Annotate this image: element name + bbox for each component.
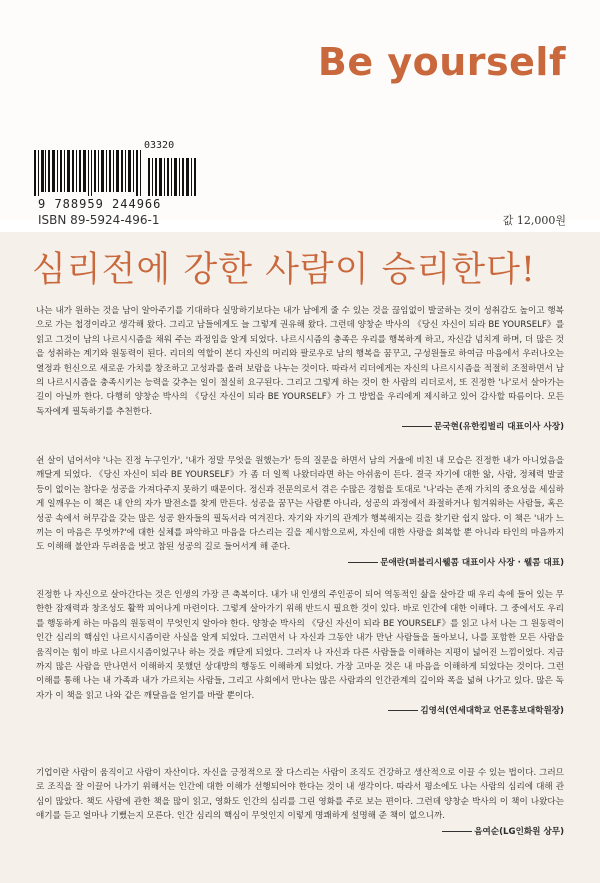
review-3 — [36, 588, 564, 719]
barcode-addon-number: 03320 — [144, 140, 175, 151]
review-text: 기업이란 사람이 움직이고 사람이 자산이다. 자신을 긍정적으로 잘 다스리는 사람이 조직도 건강하고 생산적으로 이끌 수 있는 법이다. 그러므로 조직을 잘 이끌어 나가기 위해서는 인간에 대한 이해가 선행되어야 한다는 것이 내 생각이다. 따라서 평소에도 나는 사람의 심리에 대해 관심이 많았다. 책도 사람에 관한 책을 많이 읽고, 영화도 인간의 심리를 그린 영화를 주로 보는 편이다. 그런데 양창순 박사의 이 책이 나왔다는 얘기를 듣고 얼마나 기뻤는지 모른다. 인간 심리의 핵심이 무엇인지 이렇게 명쾌하게 설명해 준 책이 없으니까. — [36, 768, 564, 822]
headline: 심리전에 강한 사람이 승리한다! — [32, 250, 536, 290]
brand-title: Be yourself — [317, 40, 566, 84]
review-text: 쉰 살이 넘어서야 '나는 진정 누구인가', '내가 정말 무엇을 원했는가' 등의 질문을 하면서 남의 거울에 비친 내 모습은 진정한 내가 아니었음을 깨달게 되었다. 《당신 자신이 되라 BE YOURSELF》가 좀 더 일찍 나왔더라면 하는 아쉬움이 든다. 결국 자기에 대한 앎, 사람, 정체력 발굴 등이 없이는 참다운 성공을 가져다주지 못하기 때문이다. 정신과 전문의로서 겪은 수많은 경험을 토대로 '나'라는 존재 가치의 중요성을 세심하게 일깨우는 이 책은 내 안의 자가 발전소를 찾게 만든다. 성공을 꿈꾸는 사람뿐 아니라, 성공의 과정에서 좌절하거나 힘겨워하는 사람들, 혹은 성공 속에서 허무감을 갖는 많은 성공 환자들의 필독서라 여겨진다. 자기와 자기의 관계가 행복해지는 길을 찾기란 쉽지 않다. 이 책은 '내가 느끼는 이 마음은 무엇까?'에 대한 실체를 파악하고 마음을 다스리는 길을 제시함으로써, 자신에 대한 사랑을 회복할 뿐 아니라 타인의 마음까지도 이해해 불안과 두려움을 벗고 참된 성공의 길로 들어서게 해 준다. — [36, 456, 564, 553]
barcode — [32, 150, 202, 196]
review-text: 진정한 나 자신으로 살아간다는 것은 인생의 가장 큰 축복이다. 내가 내 인생의 주인공이 되어 역동적인 삶을 살아갈 때 우리 속에 들어 있는 무한한 잠재력과 창조성도 활짝 피어나게 마련이다. 그렇게 살아가기 위해 반드시 필요한 것이 있다. 바로 인간에 대한 이해다. 그 중에서도 우리를 행동하게 하는 마음의 원동력이 무엇인지 알아야 한다. 양창순 박사의 《당신 자신이 되라 BE YOURSELF》를 읽고 나서 나는 그 원동력이 인간 심리의 핵심인 나르시시즘이란 사실을 알게 되었다. 그러면서 나 자신과 그동안 내가 만난 사람들을 돌아보니, 나를 포함한 모든 사람을 움직이는 힘이 바로 나르시시즘이었구나 하는 것을 깨닫게 되었다. 그러자 나 자신과 다른 사람들을 이해하는 지평이 넓어진 느낌이었다. 지금까지 많은 사람을 만나면서 이해하지 못했던 상대방의 행동도 이해하게 되었다. 가장 고마운 것은 내 마음을 이해하게 되었다는 것이다. 그런 이해를 통해 나는 내 가족과 내가 가르치는 사람들, 그리고 사회에서 만나는 많은 사람과의 인간관계의 깊이와 폭을 넓혀 나가고 있다. 많은 독자가 이 책을 읽고 나와 같은 깨달음을 얻기를 바랄 뿐이다. — [36, 590, 564, 701]
review-signature: 김영석(연세대학교 언론홍보대학원장) — [36, 704, 564, 718]
review-signature: 문국현(유한킴벌리 대표이사 사장) — [36, 420, 564, 434]
review-2 — [36, 454, 564, 570]
isbn-text: ISBN 89-5924-496-1 — [38, 213, 160, 227]
review-panel — [0, 232, 600, 883]
review-4 — [36, 766, 564, 839]
review-signature: 문애란(퍼블리시웰콤 대표이사 사장 · 웰콤 대표) — [36, 556, 564, 570]
review-signature: 음여순(LG인화원 상무) — [36, 825, 564, 839]
price-text: 값 12,000원 — [502, 214, 566, 227]
review-text: 나는 내가 원하는 것을 남이 알아주기를 기대하다 실망하기보다는 내가 남에게 줄 수 있는 것을 끊임없이 발굴하는 것이 성취감도 높이고 행복으로 가는 첩경이라고 생각해 왔다. 그리고 남들에게도 늘 그렇게 권유해 왔다. 그런데 양창순 박사의 《당신 자신이 되라 BE YOURSELF》를 읽고 그것이 남의 나르시시즘을 채워 주는 과정임을 알게 되었다. 나르시시즘의 충족은 우리를 행복하게 하고, 자신감 넘치게 하며, 더 많은 것을 성취하는 계기와 원동력이 된다. 리더의 역할이 본디 자신의 머리와 팔로우로 남의 행복을 꿈꾸고, 구성원들로 하여금 마음에서 우러나오는 열정과 헌신으로 새로운 가치를 창조하고 고성과를 올려 보람을 나누는 것이다. 따라서 리더에게는 자신의 나르시시즘을 적절히 조절하면서 남의 나르시시즘을 충족시키는 능력을 갖추는 일이 절실히 요구된다. 그리고 그렇게 하는 것이 한 사람의 리더로서, 또 진정한 '나'로서 살아가는 길이 아닐까 한다. 다행히 양창순 박사의 《당신 자신이 되라 BE YOURSELF》가 그 방법을 우리에게 제시하고 있어 감사할 따름이다. 모든 독자에게 필독하기를 추천한다. — [36, 306, 564, 417]
barcode-main-number: 9 788959 244966 — [38, 197, 162, 211]
review-1 — [36, 304, 564, 435]
